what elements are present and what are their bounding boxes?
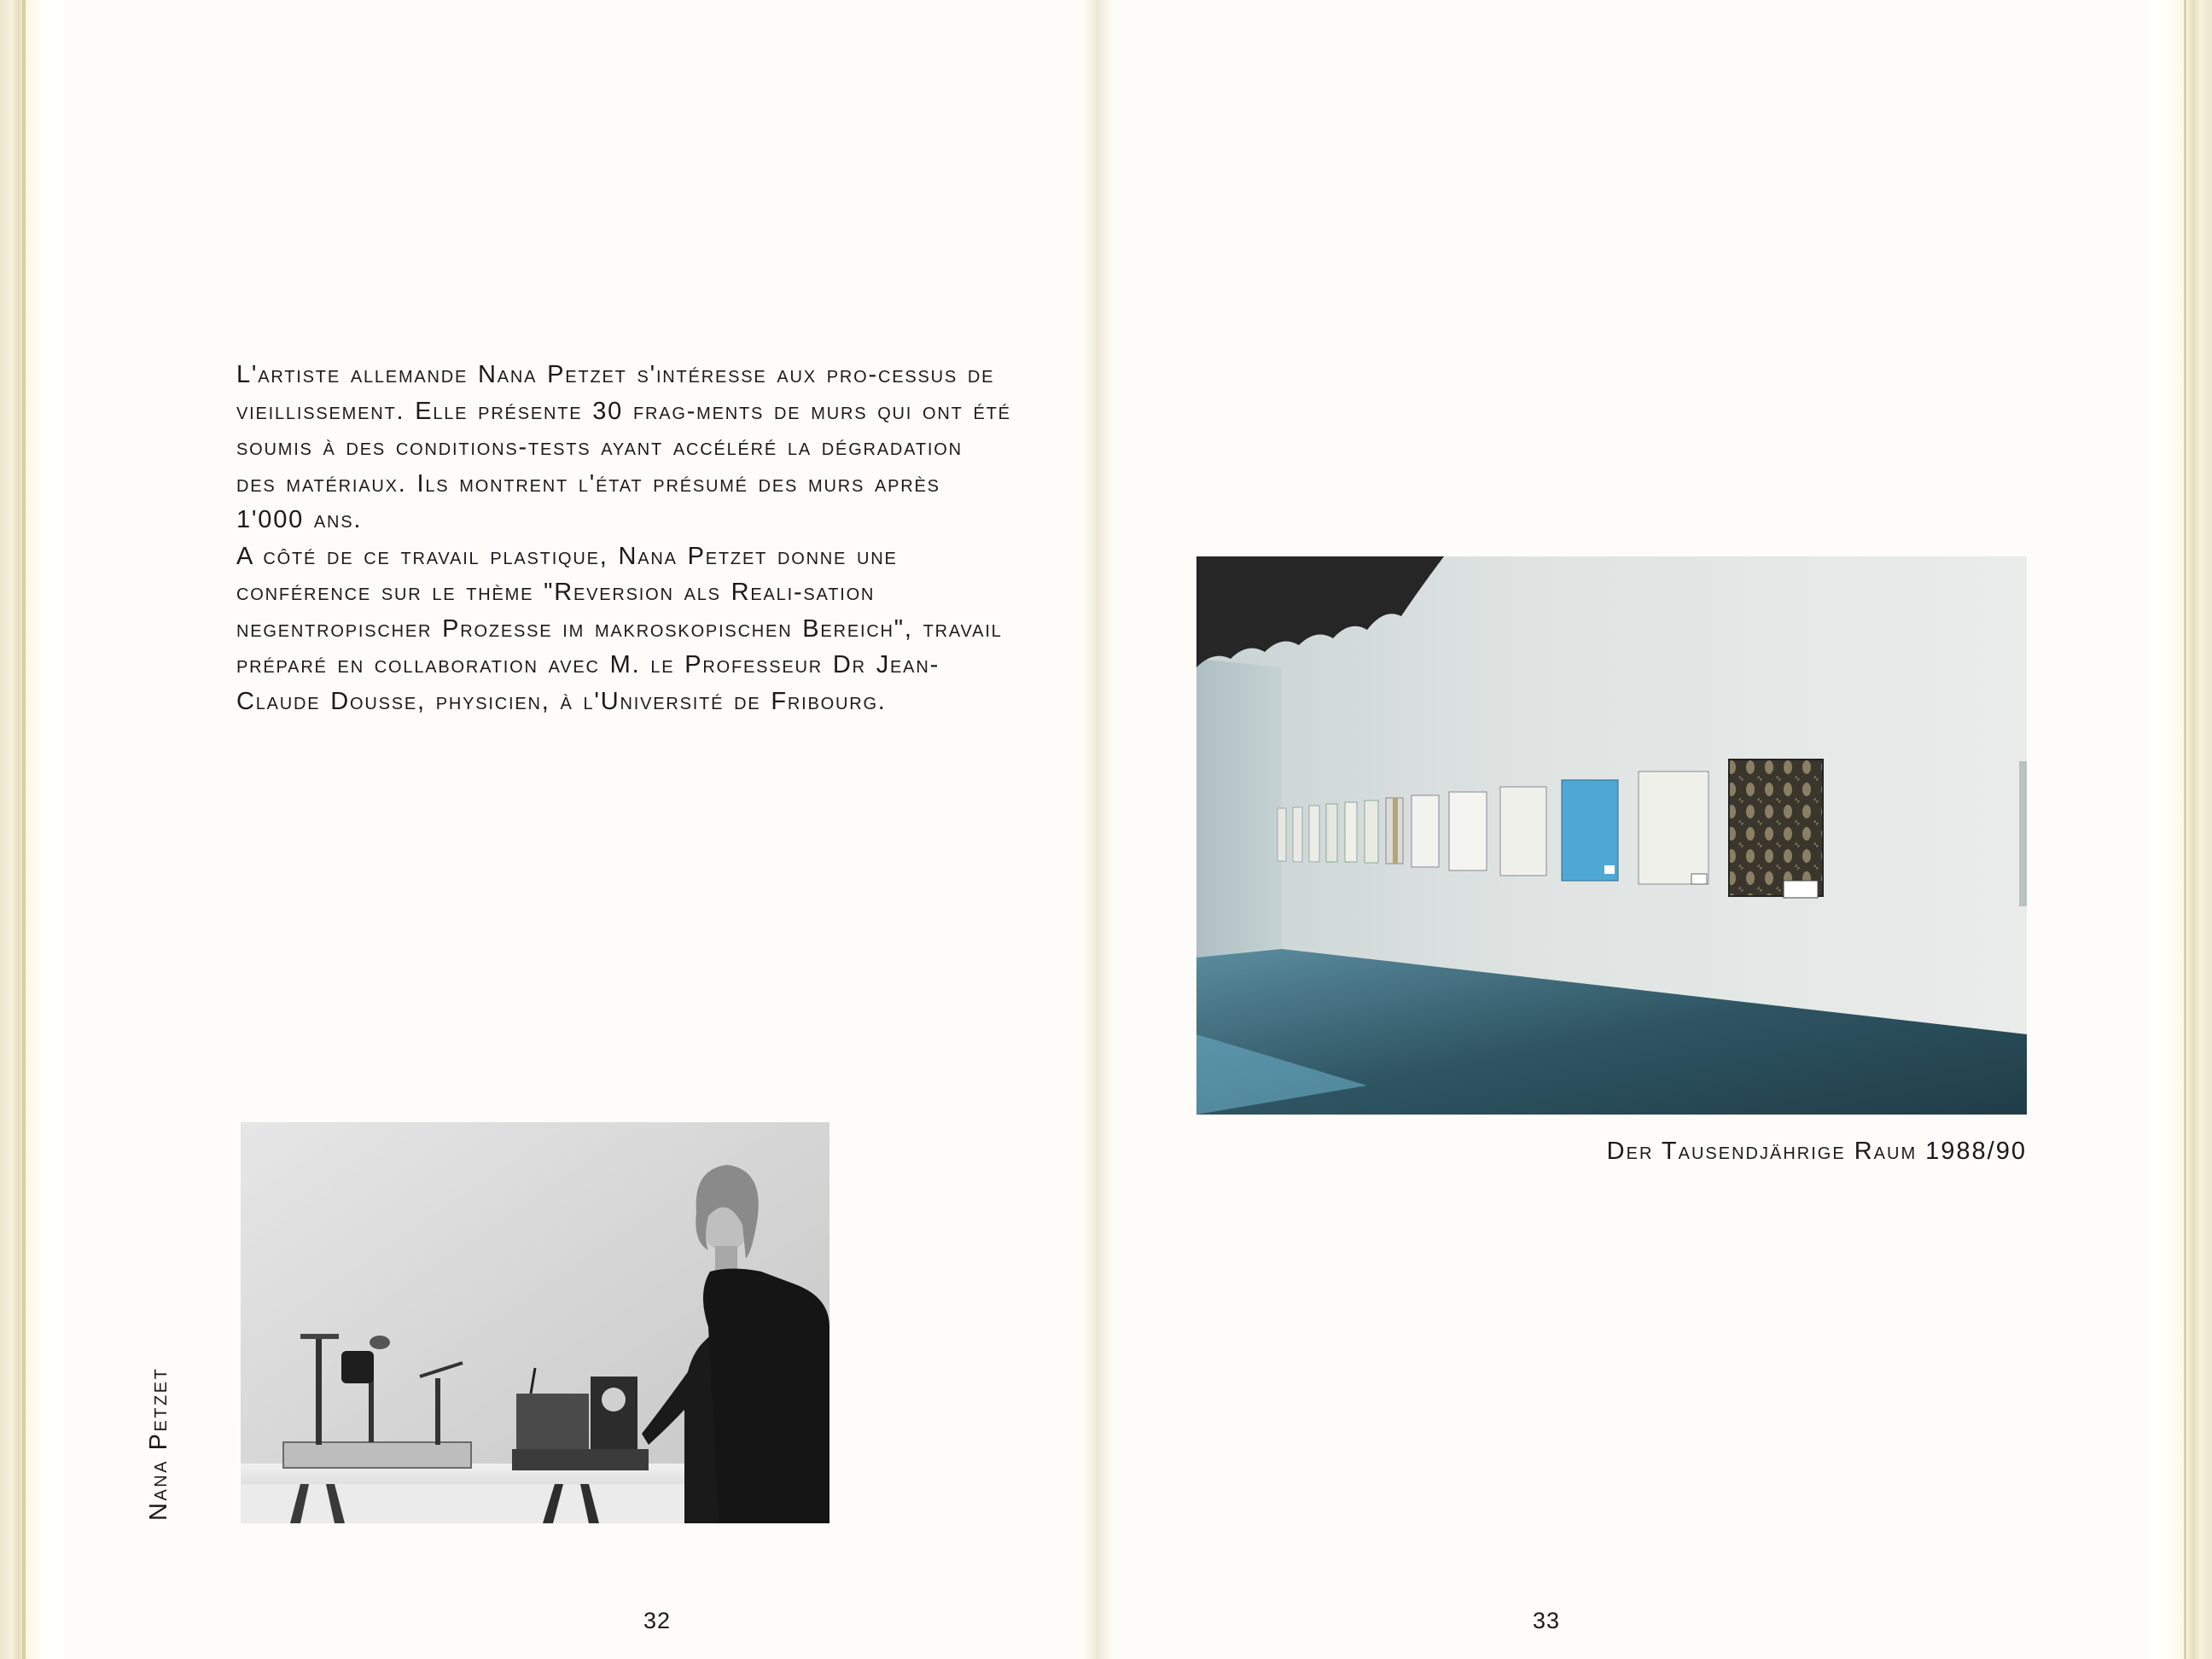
body-text (236, 357, 1011, 719)
running-head: Nana Petzet (145, 1366, 172, 1521)
body-paragraph: L'artiste allemande Nana Petzet s'intéresse aux pro-cessus de vieillissement. Elle présente 30 frag-ments de murs qui ont été soumis à des conditions-tests ayant accéléré la dégradation des matériaux. Ils montrent l'état présumé des murs après 1'000 ans. (236, 361, 1011, 533)
page-number-right: 33 (1533, 1608, 1561, 1633)
book-gutter (1082, 0, 1113, 1659)
book-edge-line-right (2184, 0, 2186, 1659)
page-number-left: 32 (643, 1608, 672, 1633)
photo-caption: Der Tausendjährige Raum 1988/90 (1606, 1138, 2027, 1165)
photo-gallery-installation (1196, 556, 2027, 1115)
book-edge-line-left (22, 0, 26, 1659)
body-paragraph: A côté de ce travail plastique, Nana Petzet donne une conférence sur le thème "Reversion als Reali-sation negentropischer Prozesse im makroskopischen Bereich", travail préparé en collaboration avec M. le Professeur Dr Jean-Claude Dousse, physicien, à l'Université de Fribourg. (236, 542, 1003, 715)
book-edge-right (2148, 0, 2212, 1659)
photo-artist-with-apparatus (241, 1122, 830, 1523)
book-edge-left (0, 0, 64, 1659)
